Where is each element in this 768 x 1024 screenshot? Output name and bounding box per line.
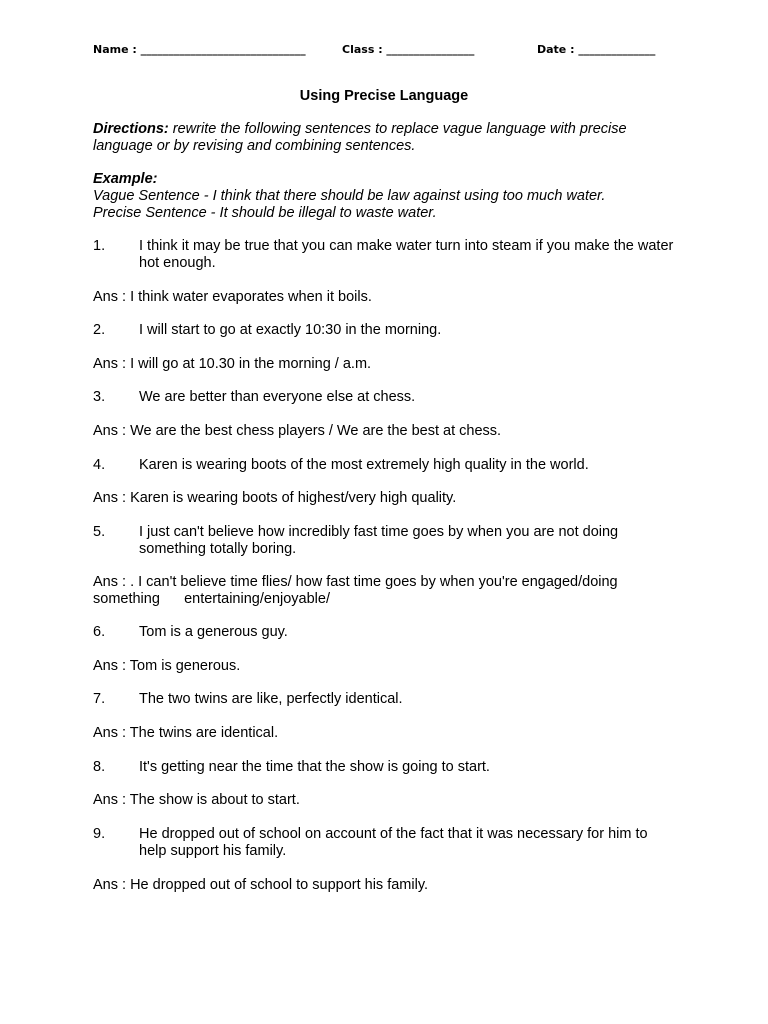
answer-8: Ans : The show is about to start. xyxy=(93,792,300,808)
directions xyxy=(93,121,683,155)
answer-1: Ans : I think water evaporates when it boils. xyxy=(93,289,372,305)
question-number: 4. xyxy=(93,457,106,473)
question-number: 5. xyxy=(93,524,106,540)
answer-2: Ans : I will go at 10.30 in the morning / a.m. xyxy=(93,356,372,372)
header-row xyxy=(93,43,693,63)
question-text: Tom is a generous guy. xyxy=(139,624,288,640)
question-text: The two twins are like, perfectly identical. xyxy=(139,691,403,707)
name-field-label: Name : ______________________________ xyxy=(93,43,306,56)
answer-9: Ans : He dropped out of school to support his family. xyxy=(93,877,429,893)
directions-label: Directions: xyxy=(93,121,169,137)
example xyxy=(93,171,683,222)
question-text: It's getting near the time that the show is going to start. xyxy=(139,759,490,775)
question-text: He dropped out of school on account of the fact that it was necessary for him to help support his family. xyxy=(139,826,648,859)
question-number: 9. xyxy=(93,826,106,842)
question-text: Karen is wearing boots of the most extremely high quality in the world. xyxy=(139,457,589,473)
question-number: 1. xyxy=(93,238,106,254)
question-number: 8. xyxy=(93,759,106,775)
question-text: I think it may be true that you can make water turn into steam if you make the water hot enough. xyxy=(139,238,674,271)
question-number: 6. xyxy=(93,624,106,640)
answer-7: Ans : The twins are identical. xyxy=(93,725,279,741)
answer-4: Ans : Karen is wearing boots of highest/very high quality. xyxy=(93,490,457,506)
question-number: 3. xyxy=(93,389,106,405)
example-label: Example: xyxy=(93,171,158,187)
answer-3: Ans : We are the best chess players / We are the best at chess. xyxy=(93,423,502,439)
question-text: I just can't believe how incredibly fast time goes by when you are not doing something totally boring. xyxy=(139,524,619,557)
question-number: 2. xyxy=(93,322,106,338)
answer-6: Ans : Tom is generous. xyxy=(93,658,241,674)
directions-text: rewrite the following sentences to replace vague language with precise language or by revising and combining sentences. xyxy=(93,121,627,154)
class-field-label: Class : ________________ xyxy=(342,43,475,56)
question-text: I will start to go at exactly 10:30 in the morning. xyxy=(139,322,442,338)
page-title: Using Precise Language xyxy=(299,88,469,104)
date-field-label: Date : ______________ xyxy=(537,43,656,56)
question-text: We are better than everyone else at chess. xyxy=(139,389,416,405)
answer-5: Ans : . I can't believe time flies/ how fast time goes by when you're engaged/doing something entertaining/enjoyable/ xyxy=(93,574,622,607)
question-number: 7. xyxy=(93,691,106,707)
example-vague-sentence: Vague Sentence - I think that there should be law against using too much water. xyxy=(93,188,606,204)
example-precise-sentence: Precise Sentence - It should be illegal to waste water. xyxy=(93,205,437,221)
